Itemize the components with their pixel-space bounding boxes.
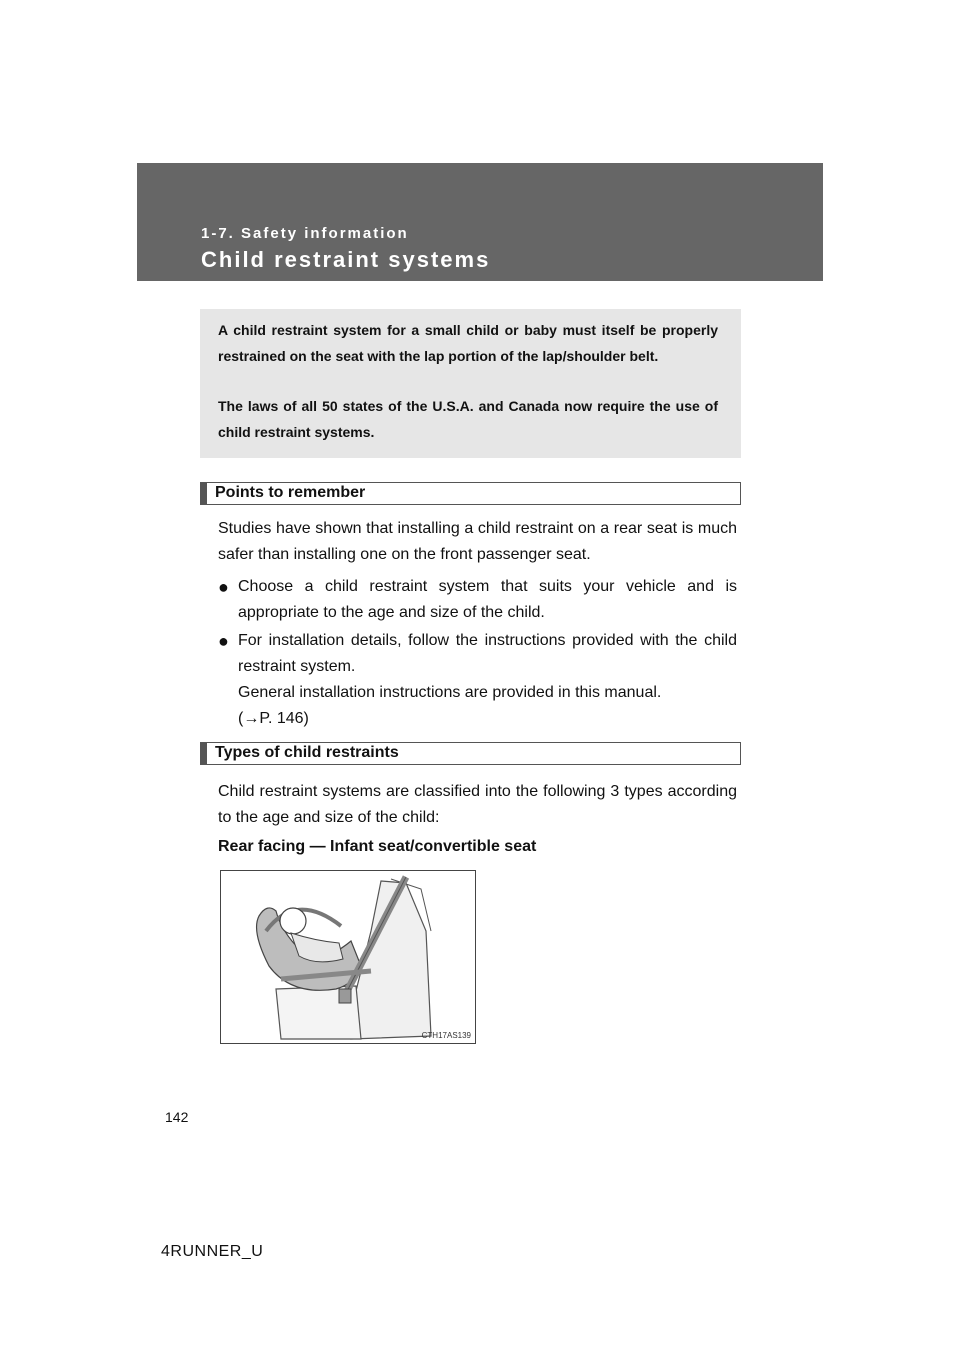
figure-code: CTH17AS139 [421,1031,471,1040]
subheading-bar [201,483,207,504]
document-code: 4RUNNER_U [161,1243,264,1260]
page-title: Child restraint systems [201,247,491,272]
infant-seat-drawing [221,871,475,1043]
bullet-icon: ● [218,577,229,597]
page-reference-link[interactable]: (→P. 146) [238,710,309,727]
bullet-icon: ● [218,631,229,651]
rear-facing-caption: Rear facing — Infant seat/convertible seat [218,838,537,855]
subheading-types-of-child-restraints [200,742,741,765]
bullet-note: General installation instructions are provided in this manual. [238,684,662,701]
intro-box [200,309,741,458]
subheading-text: Types of child restraints [215,744,399,761]
chapter-header [137,163,823,281]
infant-seat-illustration [220,870,476,1044]
points-body: Studies have shown that installing a child restraint on a rear seat is much safer than installing one on the front passenger seat. [218,520,737,563]
subheading-text: Points to remember [215,484,366,501]
subheading-points-to-remember [200,482,741,505]
bullet-text: Choose a child restraint system that suits your vehicle and is appropriate to the age and size of the child. [238,578,737,621]
intro-paragraph-2: The laws of all 50 states of the U.S.A. and Canada now require the use of child restraint systems. [218,398,718,440]
bullet-text: For installation details, follow the instructions provided with the child restraint system. [238,632,737,675]
section-label: 1-7. Safety information [201,225,409,242]
types-body: Child restraint systems are classified into the following 3 types according to the age and size of the child: [218,783,737,826]
bullet-content [238,628,737,732]
intro-paragraph-1: A child restraint system for a small child or baby must itself be properly restrained on the seat with the lap portion of the lap/shoulder belt. [218,322,718,364]
subheading-bar [201,743,207,764]
page-number: 142 [165,1109,189,1125]
